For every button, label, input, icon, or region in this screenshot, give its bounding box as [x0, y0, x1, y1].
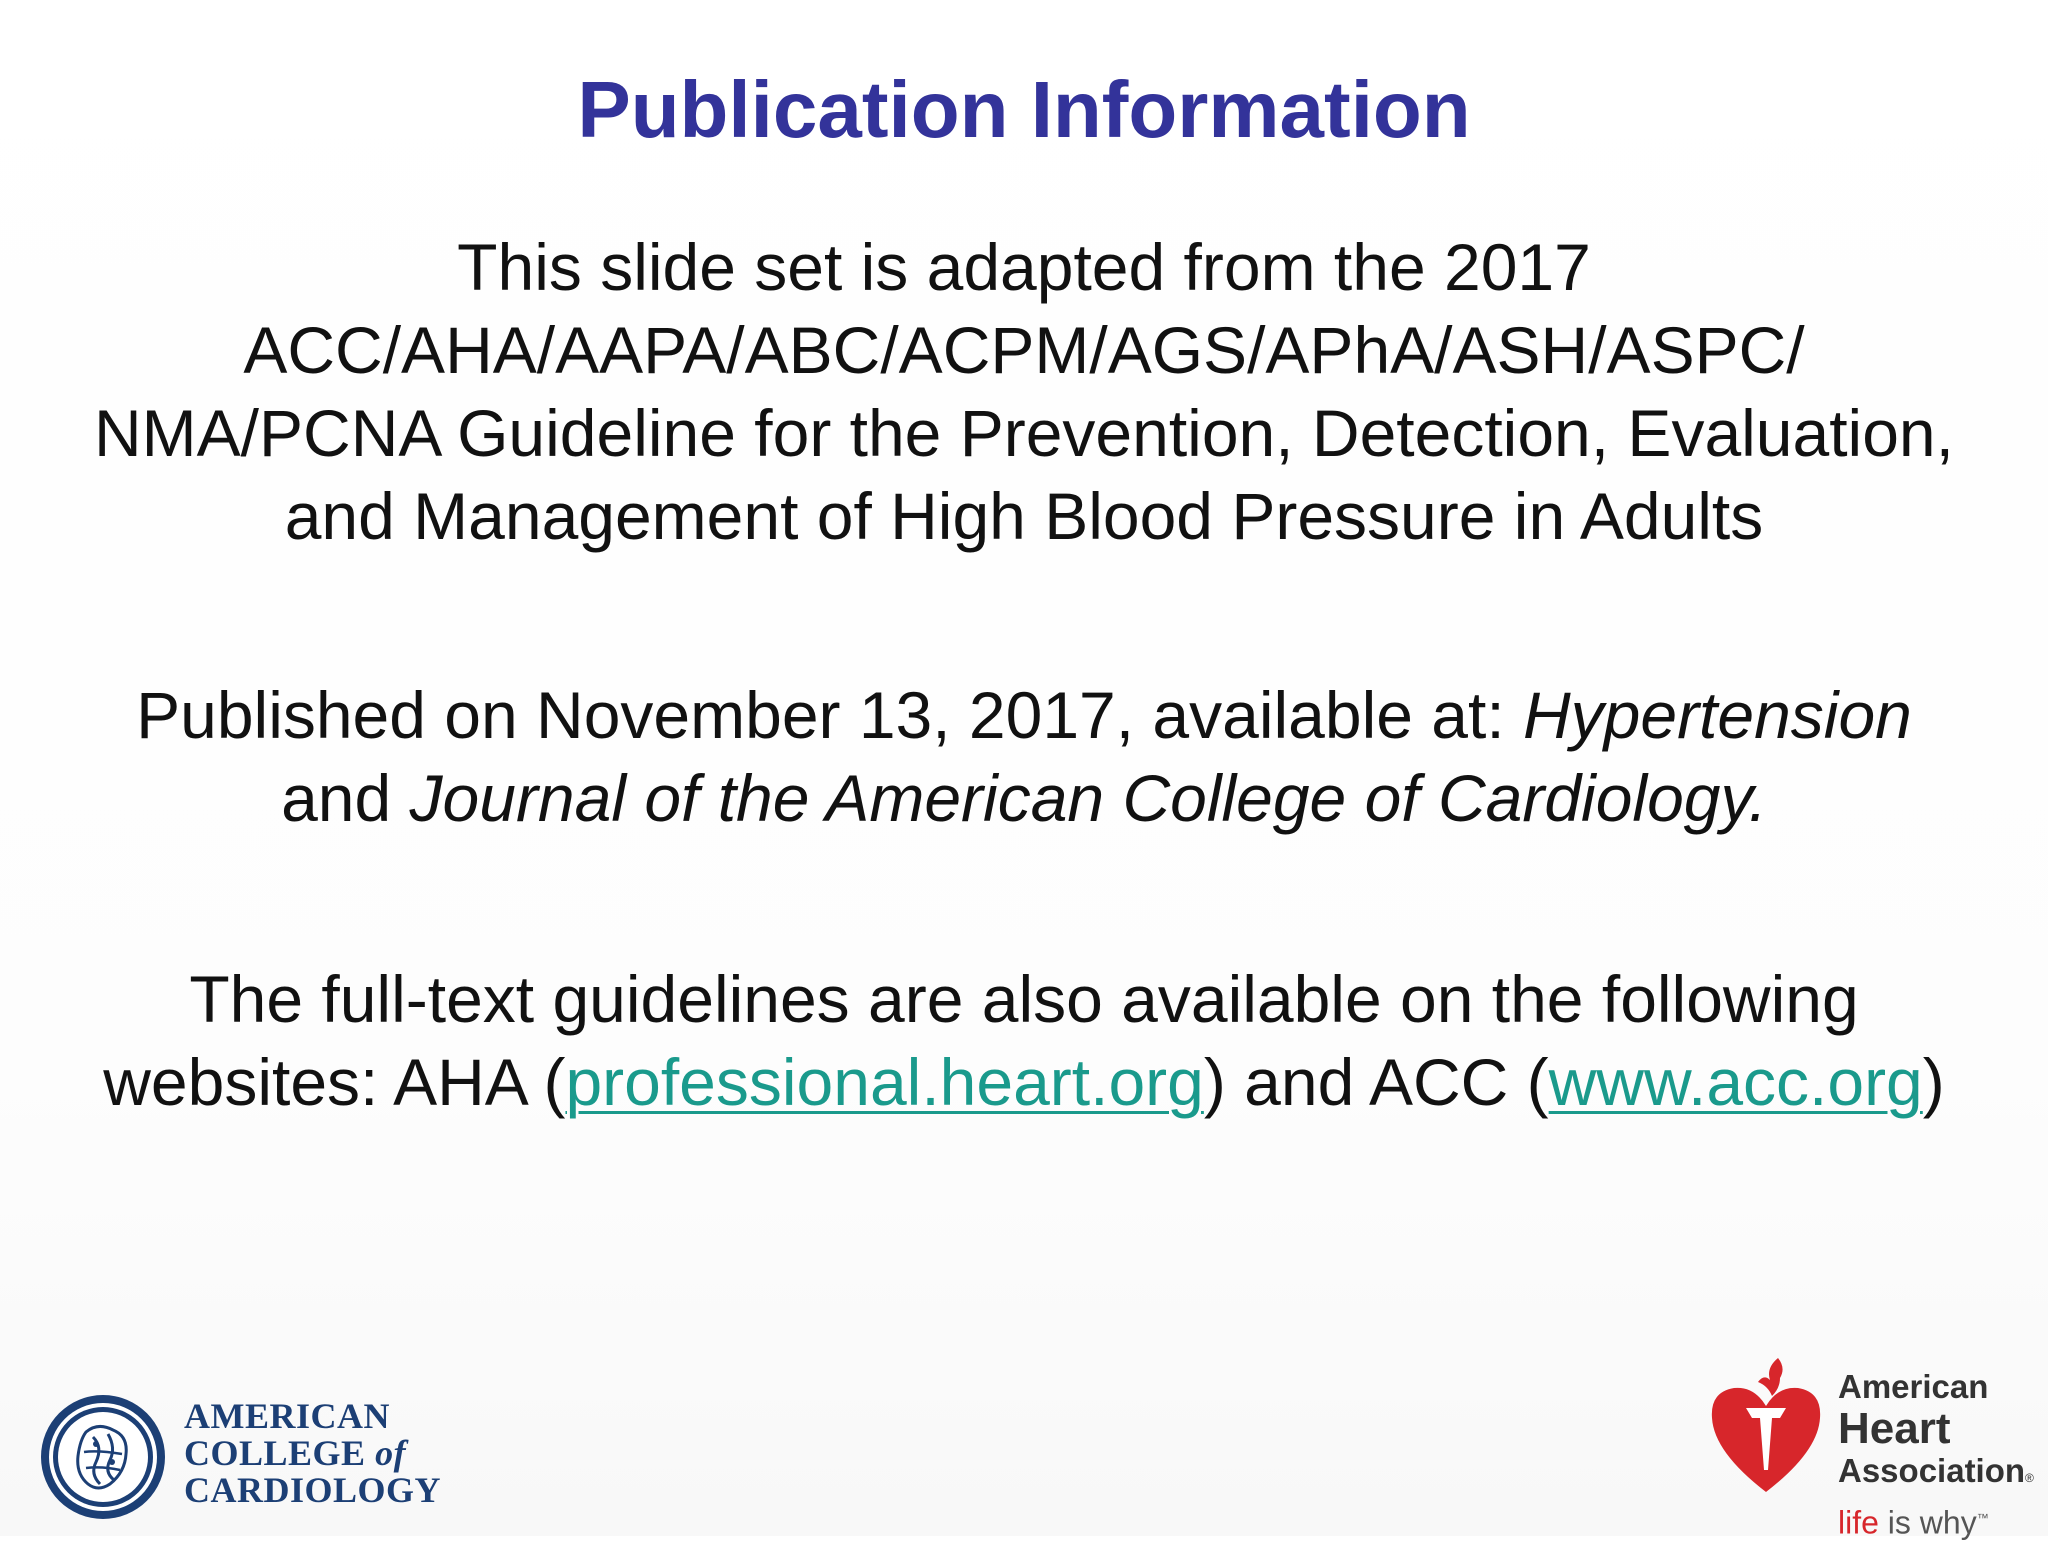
- journal-hypertension: Hypertension: [1523, 678, 1912, 752]
- acc-website-link[interactable]: www.acc.org: [1548, 1045, 1923, 1119]
- intro-line: ACC/AHA/AAPA/ABC/ACPM/AGS/APhA/ASH/ASPC/: [243, 313, 1805, 387]
- aha-tagline: [1838, 1500, 1989, 1541]
- intro-line: and Management of High Blood Pressure in Adults: [284, 479, 1764, 553]
- aha-wordmark: [1838, 1368, 2034, 1497]
- aha-website-link[interactable]: professional.heart.org: [565, 1045, 1204, 1119]
- published-line: [40, 757, 2008, 840]
- published-line: [40, 674, 2008, 757]
- heart-torch-icon: [1706, 1352, 1826, 1502]
- acc-wordmark-college: COLLEGE: [184, 1433, 376, 1473]
- intro-paragraph: [40, 226, 2008, 558]
- acc-wordmark-line: CARDIOLOGY: [184, 1470, 442, 1510]
- aha-logo: [1706, 1352, 2048, 1541]
- fulltext-prefix: websites: AHA (: [103, 1045, 566, 1119]
- published-connector: and: [281, 761, 410, 835]
- aha-tagline-life: life: [1838, 1504, 1879, 1541]
- aha-wordmark-line: Heart: [1838, 1404, 1951, 1453]
- slide-title: Publication Information: [577, 65, 1471, 154]
- acc-wordmark-line: AMERICAN: [184, 1396, 390, 1436]
- aha-wordmark-association: Association: [1838, 1452, 2026, 1489]
- published-prefix: Published on November 13, 2017, available at:: [136, 678, 1523, 752]
- acc-logo: [38, 1392, 458, 1522]
- acc-wordmark-of: of: [375, 1433, 407, 1473]
- fulltext-paragraph: [40, 958, 2008, 1124]
- published-paragraph: [40, 674, 2008, 840]
- fulltext-middle: ) and ACC (: [1203, 1045, 1549, 1119]
- trademark-mark: ™: [1976, 1511, 1989, 1525]
- aha-wordmark-line: American: [1838, 1368, 1989, 1405]
- aha-wordmark-line: [1838, 1452, 2034, 1497]
- intro-line: This slide set is adapted from the 2017: [457, 230, 1591, 304]
- acc-wordmark-line: [184, 1435, 441, 1472]
- fulltext-line: [40, 1041, 2008, 1124]
- intro-line: NMA/PCNA Guideline for the Prevention, Detection, Evaluation,: [94, 396, 1954, 470]
- acc-wordmark: [184, 1398, 441, 1509]
- aha-tagline-rest: is why: [1878, 1504, 1977, 1541]
- acc-seal-icon: [38, 1392, 168, 1522]
- fulltext-line: The full-text guidelines are also available on the following: [189, 962, 1859, 1036]
- journal-jacc: Journal of the American College of Cardiology.: [409, 761, 1767, 835]
- registered-mark: ®: [2025, 1471, 2034, 1485]
- fulltext-suffix: ): [1922, 1045, 1945, 1119]
